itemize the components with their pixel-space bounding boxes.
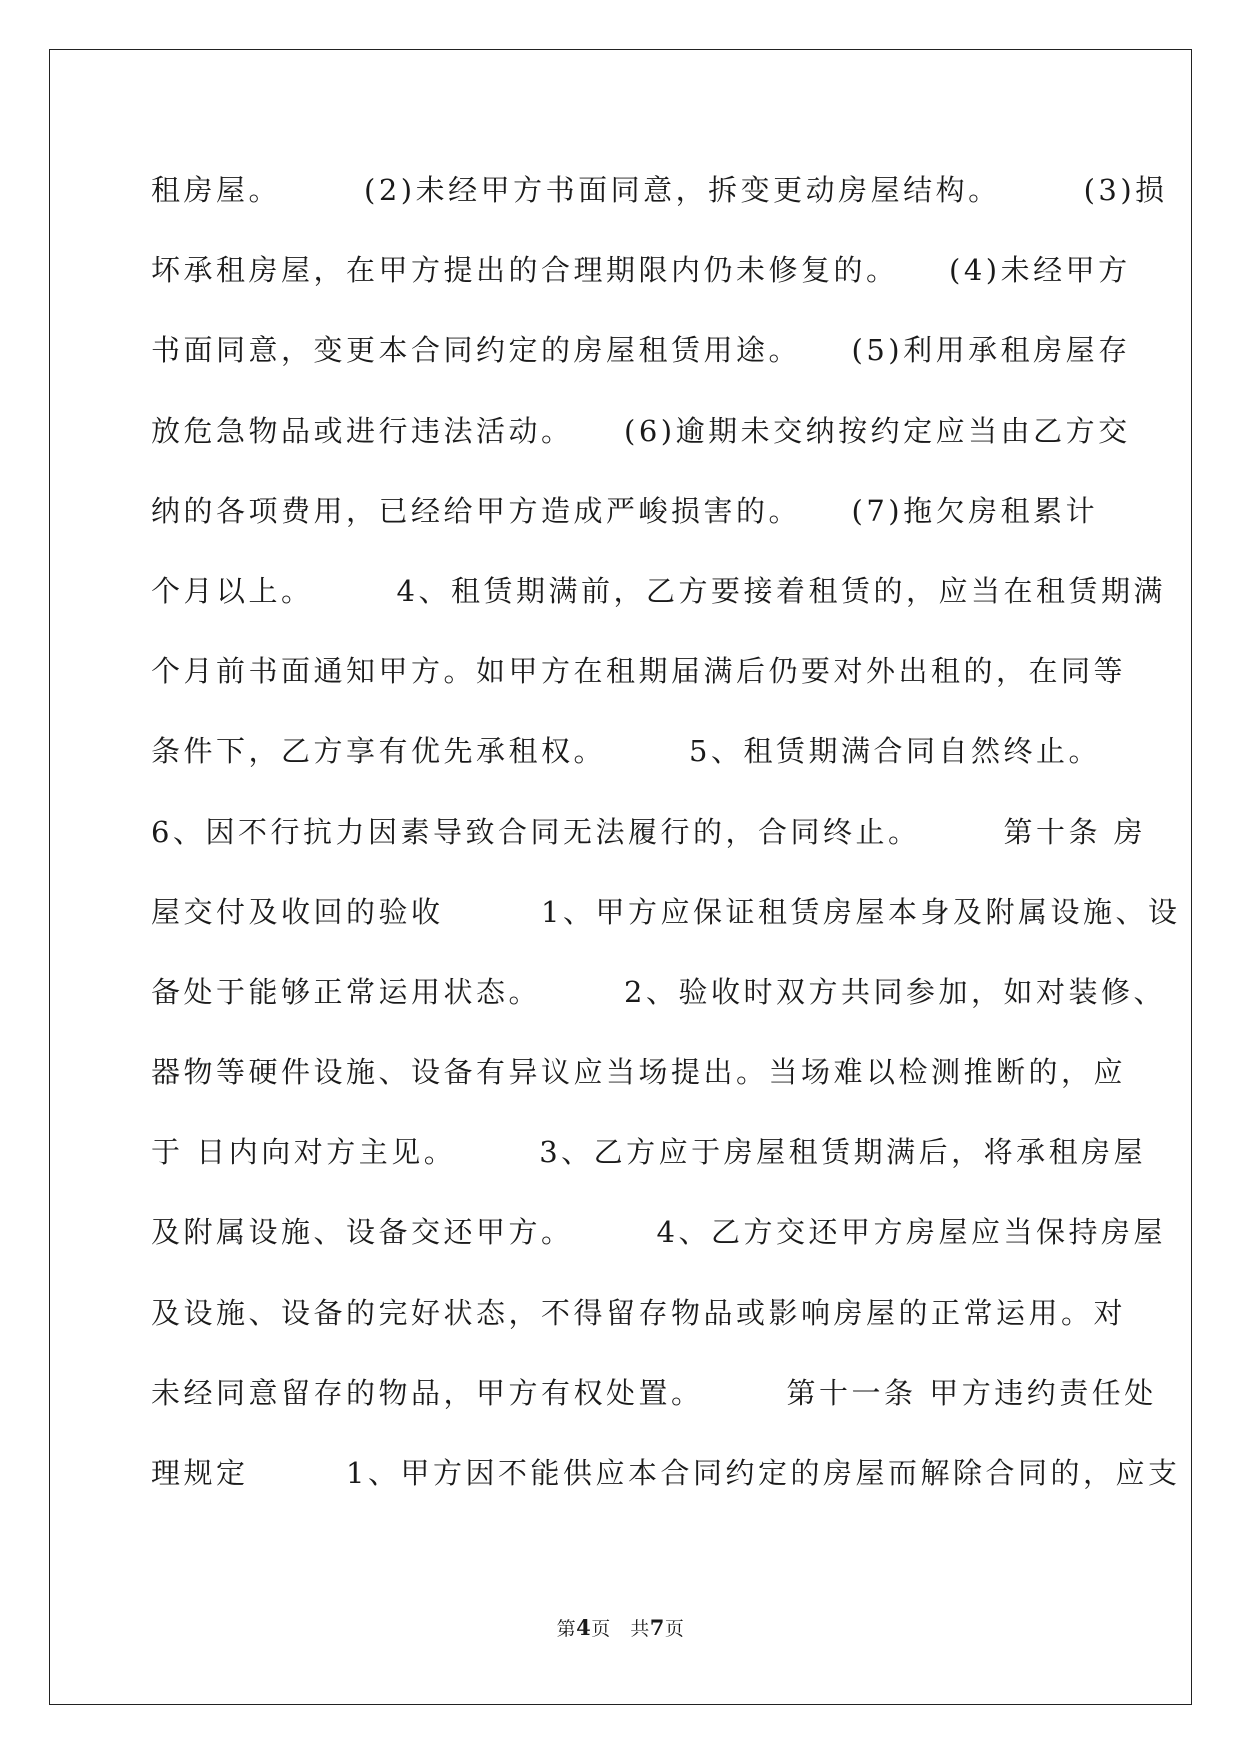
text-line: 坏承租房屋，在甲方提出的合理期限内仍未修复的。 (4)未经甲方 <box>151 253 1131 288</box>
document-body <box>151 162 1181 1525</box>
text-line: 屋交付及收回的验收 1、甲方应保证租赁房屋本身及附属设施、设 <box>151 894 1181 929</box>
text-line: 未经同意留存的物品，甲方有权处置。 第十一条 甲方违约责任处 <box>151 1375 1157 1410</box>
text-line: 个月前书面通知甲方。如甲方在租期届满后仍要对外出租的，在同等 <box>151 654 1127 689</box>
text-line: 条件下，乙方享有优先承租权。 5、租赁期满合同自然终止。 <box>151 734 1101 769</box>
text-line: 理规定 1、甲方因不能供应本合同约定的房屋而解除合同的，应支 <box>151 1456 1181 1490</box>
text-line: 器物等硬件设施、设备有异议应当场提出。当场难以检测推断的，应 <box>151 1055 1127 1090</box>
text-line: 6、因不行抗力因素导致合同无法履行的，合同终止。 第十条 房 <box>151 814 1147 849</box>
text-line: 及设施、设备的完好状态，不得留存物品或影响房屋的正常运用。对 <box>151 1295 1127 1330</box>
total-pages-number: 7 <box>649 1615 665 1640</box>
footer-prefix: 第 <box>556 1618 577 1640</box>
footer-suffix: 页 <box>664 1618 685 1640</box>
current-page-number: 4 <box>576 1615 592 1640</box>
text-line: 租房屋。 (2)未经甲方书面同意，拆变更动房屋结构。 (3)损 <box>151 173 1168 207</box>
text-line: 书面同意，变更本合同约定的房屋租赁用途。 (5)利用承租房屋存 <box>151 333 1131 368</box>
text-line: 备处于能够正常运用状态。 2、验收时双方共同参加，如对装修、 <box>151 974 1166 1009</box>
page-footer <box>0 1614 1241 1641</box>
text-line: 及附属设施、设备交还甲方。 4、乙方交还甲方房屋应当保持房屋 <box>151 1215 1166 1250</box>
text-line: 于 日内向对方主见。 3、乙方应于房屋租赁期满后，将承租房屋 <box>151 1135 1147 1170</box>
text-line: 纳的各项费用，已经给甲方造成严峻损害的。 (7)拖欠房租累计 <box>151 493 1099 528</box>
footer-mid: 页 共 <box>591 1618 650 1640</box>
text-line: 放危急物品或进行违法活动。 (6)逾期未交纳按约定应当由乙方交 <box>151 413 1131 448</box>
text-line: 个月以上。 4、租赁期满前，乙方要接着租赁的，应当在租赁期满 <box>151 573 1166 608</box>
